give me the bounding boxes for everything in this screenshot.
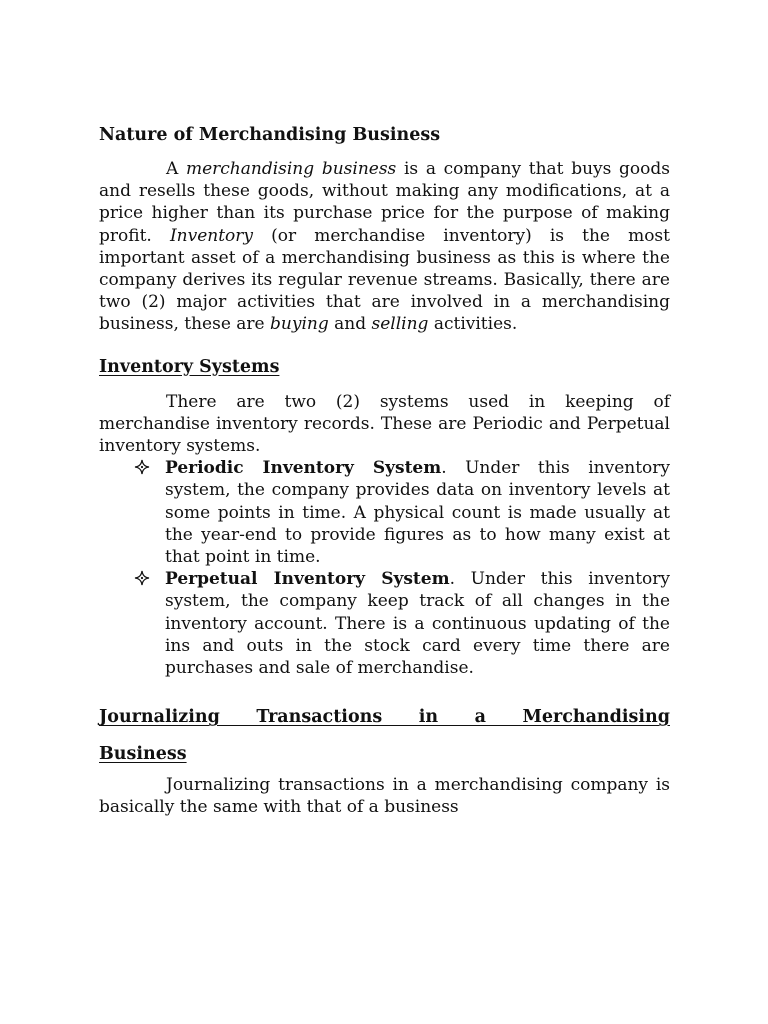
periodic-text: . Under this inventory system, the company provides data on inventory levels at some points in time. A physical count is made usually at the year-end to provide figures as to how many exist at that point in time. (165, 458, 671, 568)
page-content (99, 124, 670, 819)
paragraph-journalizing: Journalizing transactions in a merchandising company is basically the same with that of a business (99, 775, 670, 818)
list-item-perpetual (165, 568, 670, 679)
perpetual-text: . Under this inventory system, the company keep track of all changes in the inventory account. There is a continuous updating of the ins and outs in the stock card every time there are purchases and sale of merchandise. (165, 569, 670, 679)
heading-inventory-systems: Inventory Systems (99, 356, 280, 377)
paragraph-merchandising-definition: A merchandising business is a company that buys goods and resells these goods, without making any modifications, at a price higher than its purchase price for the purpose of making profit. Inventory (or merchandise inventory) is the most important asset of a merchandising business as this is where the company derives its regular revenue streams. Basically, there are two (2) major activities that are involved in a merchandising business, these are buying and selling activities. (99, 159, 670, 335)
list-item-periodic (165, 457, 670, 568)
diamond-bullet-icon (134, 459, 150, 475)
periodic-term: Periodic Inventory System (165, 458, 442, 479)
perpetual-term: Perpetual Inventory System (165, 569, 450, 590)
heading-journalizing-line1: Journalizing Transactions in a Merchandising (99, 707, 670, 728)
inventory-systems-list (99, 457, 670, 679)
diamond-bullet-icon (134, 570, 150, 586)
heading-journalizing-line2: Business (99, 744, 187, 765)
paragraph-inventory-intro: There are two (2) systems used in keeping of merchandise inventory records. These are Periodic and Perpetual inventory systems. (99, 391, 670, 457)
heading-nature-of-merchandising: Nature of Merchandising Business (99, 125, 441, 145)
